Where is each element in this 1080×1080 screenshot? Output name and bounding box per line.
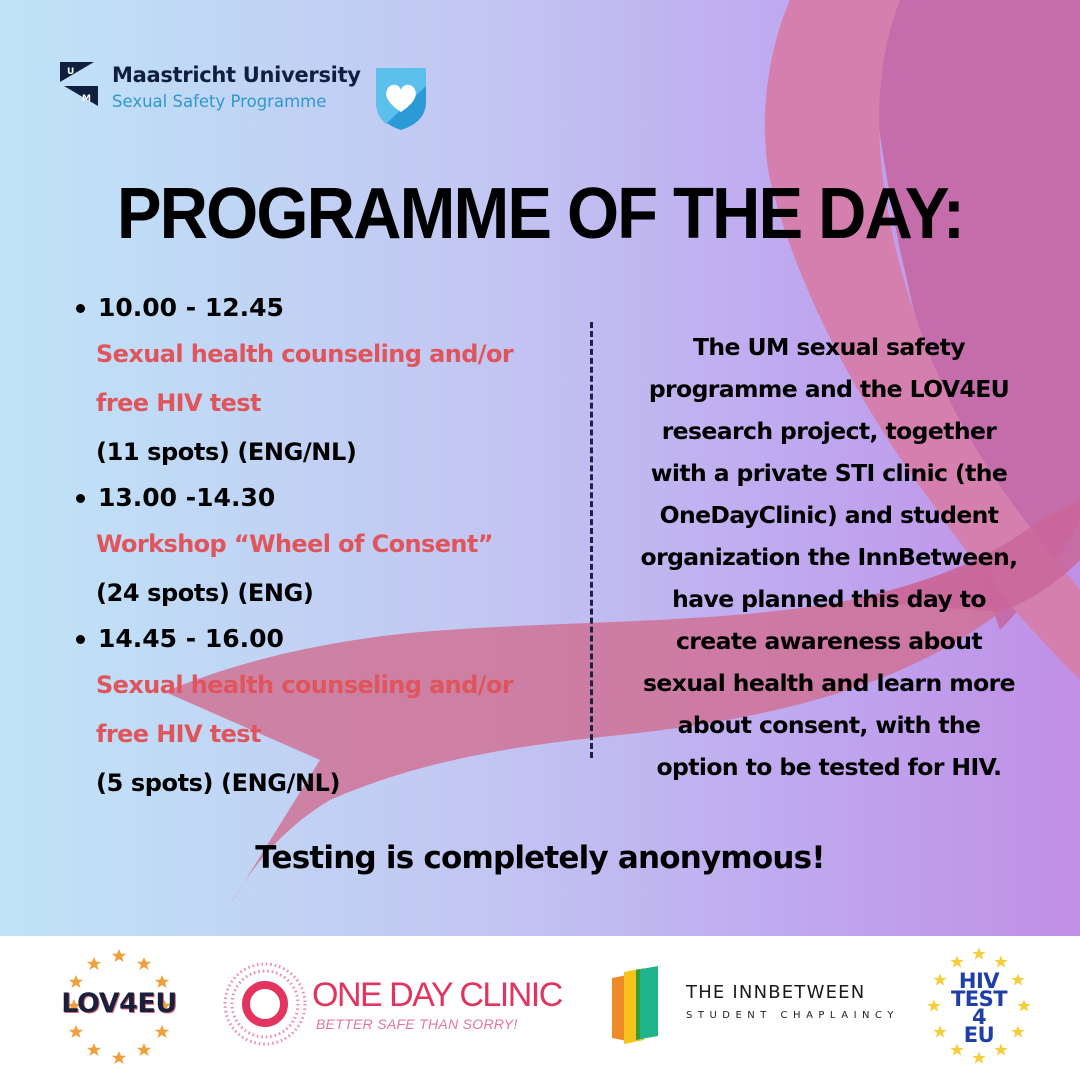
one-day-clinic-logo: [220, 954, 590, 1054]
hiv-label-line: 4: [971, 1005, 987, 1029]
svg-text:M: M: [82, 94, 91, 104]
page-title: PROGRAMME OF THE DAY:: [116, 174, 964, 254]
about-line: create awareness about: [675, 627, 983, 655]
schedule-activity: free HIV test: [96, 720, 261, 748]
lov4eu-logo: [44, 944, 194, 1072]
um-mark-icon: [60, 62, 98, 106]
dotted-circle-icon: [220, 954, 310, 1054]
about-line: have planned this day to: [672, 585, 986, 613]
schedule-spots: (5 spots) (ENG/NL): [96, 769, 341, 797]
hiv-label-line: HIV: [958, 969, 1000, 993]
schedule-activity: Sexual health counseling and/or: [96, 671, 514, 699]
about-line: programme and the LOV4EU: [648, 375, 1010, 403]
innbetween-subtitle: STUDENT CHAPLAINCY: [686, 1010, 899, 1021]
about-line: organization the InnBetween,: [640, 543, 1018, 571]
about-line: OneDayClinic) and student: [659, 501, 999, 529]
hiv-label-line: EU: [963, 1023, 995, 1047]
schedule-time: 14.45 - 16.00: [98, 617, 574, 661]
about-line: The UM sexual safety: [693, 333, 965, 361]
about-line: sexual health and learn more: [643, 669, 1015, 697]
hiv-test-4-eu-label: [916, 969, 1042, 1047]
dashed-divider: [590, 322, 593, 758]
schedule-time: 10.00 - 12.45: [98, 286, 574, 330]
svg-text:U: U: [67, 67, 75, 77]
schedule-activity: free HIV test: [96, 389, 261, 417]
shield-heart-icon: [372, 66, 430, 132]
lov4eu-label: LOV4EU: [61, 988, 177, 1019]
about-line: about consent, with the: [677, 711, 981, 739]
one-day-clinic-tagline: BETTER SAFE THAN SORRY!: [316, 1016, 518, 1032]
org-name: Maastricht University: [112, 63, 361, 87]
innbetween-logo: [610, 966, 900, 1048]
schedule-activity: Sexual health counseling and/or: [96, 340, 514, 368]
about-line: with a private STI clinic (the: [650, 459, 1008, 487]
schedule-spots: (24 spots) (ENG): [96, 579, 314, 607]
schedule-list: [74, 286, 574, 807]
schedule-time: 13.00 -14.30: [98, 476, 574, 520]
anonymous-note: Testing is completely anonymous!: [255, 840, 825, 876]
schedule-item: [74, 286, 574, 476]
schedule-item: [74, 617, 574, 807]
about-paragraph: [618, 326, 1040, 788]
partner-logo-strip: [0, 936, 1080, 1080]
one-day-clinic-name: ONE DAY CLINIC: [312, 976, 562, 1014]
um-logo: [60, 62, 361, 114]
schedule-item: [74, 476, 574, 617]
schedule-activity: Workshop “Wheel of Consent”: [96, 530, 493, 558]
about-line: option to be tested for HIV.: [656, 753, 1002, 781]
innbetween-bars-icon: [610, 966, 662, 1048]
about-line: research project, together: [661, 417, 997, 445]
innbetween-name: THE INNBETWEEN: [686, 982, 866, 1003]
hiv-test-4-eu-logo: [916, 944, 1042, 1072]
hiv-label-line: TEST: [950, 987, 1008, 1011]
programme-name: Sexual Safety Programme: [112, 92, 327, 111]
schedule-spots: (11 spots) (ENG/NL): [96, 438, 357, 466]
